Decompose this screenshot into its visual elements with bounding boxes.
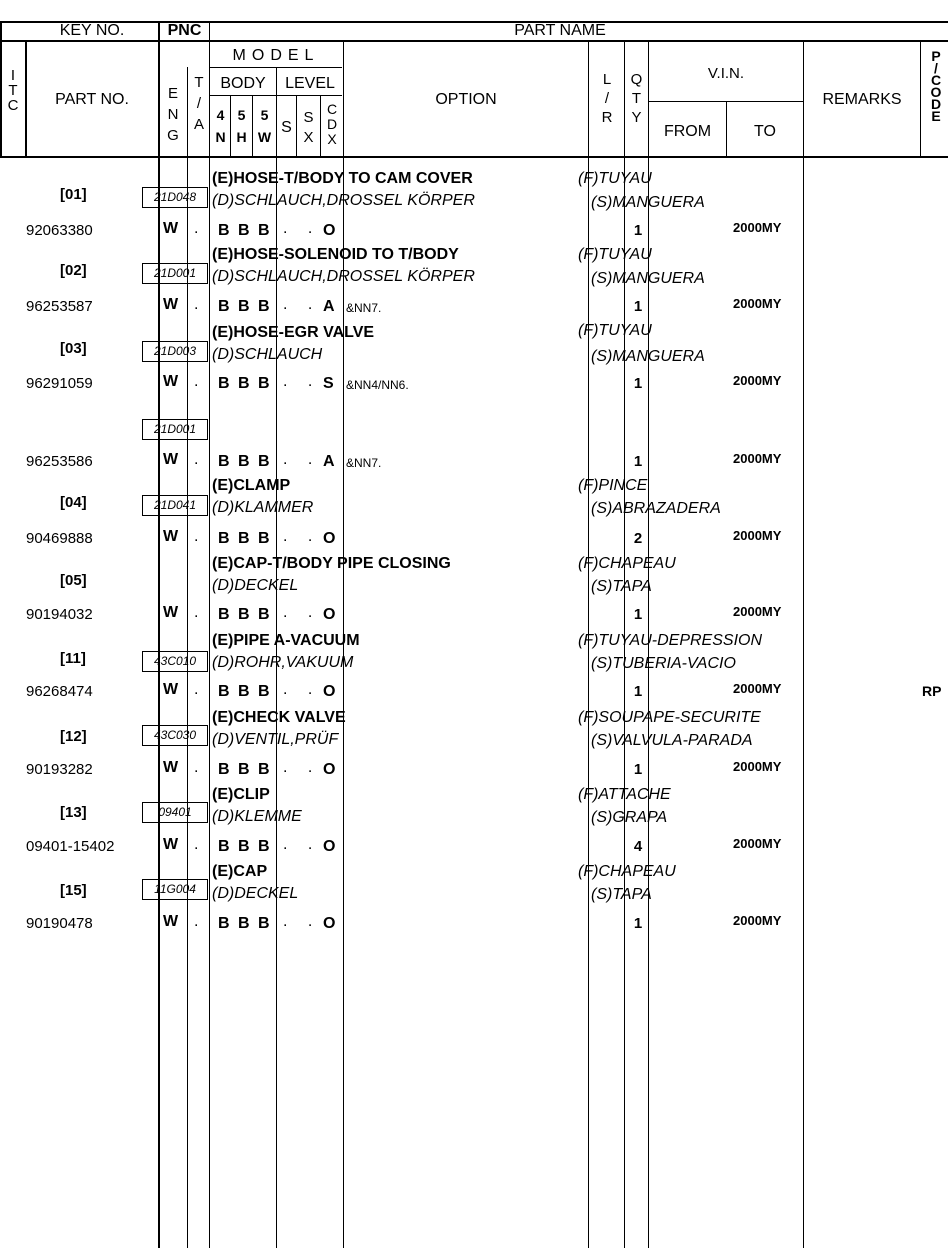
level-dots: . . — [283, 681, 321, 698]
pnc-box: 21D048 — [142, 187, 208, 208]
option-code: &NN4/NN6. — [346, 378, 409, 392]
body-codes: B B B — [218, 683, 272, 700]
part-name-es: (S)TUBERIA-VACIO — [591, 655, 736, 672]
level-dots: . . — [283, 451, 321, 468]
part-no: 09401-15402 — [26, 838, 115, 855]
key-no: [13] — [60, 804, 87, 821]
col-vin — [803, 40, 804, 1248]
header-remarks: REMARKS — [822, 91, 902, 108]
body-codes: B B B — [218, 453, 272, 470]
body-codes: B B B — [218, 530, 272, 547]
part-no: 90194032 — [26, 606, 93, 623]
header-vin-from: FROM — [663, 123, 712, 140]
part-name-de: (D)DECKEL — [212, 885, 299, 902]
level-dots: . . — [283, 759, 321, 776]
ta-code: . — [194, 681, 199, 698]
qty: 1 — [633, 683, 643, 700]
header-body-5w: 5 W — [257, 107, 272, 145]
rule-header-bottom — [0, 156, 948, 158]
option-code: &NN7. — [346, 301, 382, 315]
key-no: [03] — [60, 340, 87, 357]
level-code: O — [323, 761, 336, 778]
part-no: 90193282 — [26, 761, 93, 778]
body-codes: B B B — [218, 761, 272, 778]
part-name-fr: (F)ATTACHE — [578, 786, 671, 803]
eng-code: W — [163, 528, 179, 545]
ta-code: . — [194, 913, 199, 930]
part-name-fr: (F)SOUPAPE-SECURITE — [578, 709, 761, 726]
pnc-box: 21D003 — [142, 341, 208, 362]
pnc-box: 21D041 — [142, 495, 208, 516]
level-code: O — [323, 915, 336, 932]
ta-code: . — [194, 604, 199, 621]
level-dots: . . — [283, 836, 321, 853]
pnc-box: 21D001 — [142, 263, 208, 284]
header-qty: Q T Y — [630, 71, 643, 126]
header-part-no: PART NO. — [55, 91, 129, 108]
vin-to: 2000MY — [733, 681, 782, 696]
part-name-de: (D)KLEMME — [212, 808, 302, 825]
option-code: &NN7. — [346, 456, 382, 470]
key-no: [05] — [60, 572, 87, 589]
ta-code: . — [194, 528, 199, 545]
header-body: BODY — [220, 75, 266, 92]
eng-code: W — [163, 836, 179, 853]
qty: 1 — [633, 915, 643, 932]
pnc-box: 21D001 — [142, 419, 208, 440]
key-no: [11] — [60, 650, 86, 667]
header-level-sx: S X — [303, 109, 314, 146]
header-eng: E N G — [167, 85, 179, 144]
part-no: 96253586 — [26, 453, 93, 470]
header-itc: I T C — [7, 67, 19, 114]
body-codes: B B B — [218, 606, 272, 623]
part-name-en: (E)PIPE A-VACUUM — [212, 632, 360, 649]
part-name-es: (S)MANGUERA — [591, 348, 705, 365]
part-name-fr: (F)TUYAU — [578, 246, 652, 263]
header-pcode: P / C O D E — [930, 48, 942, 124]
part-name-de: (D)SCHLAUCH,DROSSEL KÖRPER — [212, 268, 475, 285]
eng-code: W — [163, 913, 179, 930]
part-name-es: (S)TAPA — [591, 578, 652, 595]
level-dots: . . — [283, 604, 321, 621]
level-code: O — [323, 606, 336, 623]
part-name-en: (E)HOSE-EGR VALVE — [212, 324, 375, 341]
part-name-de: (D)SCHLAUCH,DROSSEL KÖRPER — [212, 192, 475, 209]
level-code: A — [323, 298, 335, 315]
ta-code: . — [194, 220, 199, 237]
level-dots: . . — [283, 528, 321, 545]
col-remarks — [920, 40, 921, 158]
vin-to: 2000MY — [733, 220, 782, 235]
header-level: LEVEL — [285, 75, 335, 92]
header-pnc: PNC — [167, 22, 202, 39]
level-code: O — [323, 683, 336, 700]
part-name-es: (S)ABRAZADERA — [591, 500, 721, 517]
vin-to: 2000MY — [733, 373, 782, 388]
body-codes: B B B — [218, 915, 272, 932]
part-name-de: (D)DECKEL — [212, 577, 299, 594]
part-no: 92063380 — [26, 222, 93, 239]
eng-code: W — [163, 373, 179, 390]
part-name-es: (S)MANGUERA — [591, 270, 705, 287]
ta-code: . — [194, 296, 199, 313]
header-level-cdx: C D X — [326, 101, 338, 147]
pnc-box: 43C030 — [142, 725, 208, 746]
qty: 1 — [633, 761, 643, 778]
level-dots: . . — [283, 913, 321, 930]
body-codes: B B B — [218, 838, 272, 855]
qty: 1 — [633, 453, 643, 470]
part-name-fr: (F)PINCE — [578, 477, 648, 494]
part-name-fr: (F)TUYAU-DEPRESSION — [578, 632, 763, 649]
col-ta — [209, 21, 210, 1248]
vin-to: 2000MY — [733, 528, 782, 543]
header-ta: T / A — [193, 74, 204, 133]
part-name-es: (S)MANGUERA — [591, 194, 705, 211]
part-no: 96268474 — [26, 683, 93, 700]
key-no: [12] — [60, 728, 87, 745]
level-code: O — [323, 222, 336, 239]
eng-code: W — [163, 681, 179, 698]
rule-header-1 — [0, 40, 948, 42]
body-codes: B B B — [218, 222, 272, 239]
part-no: 90190478 — [26, 915, 93, 932]
key-no: [15] — [60, 882, 87, 899]
part-name-en: (E)HOSE-SOLENOID TO T/BODY — [212, 246, 459, 263]
part-name-es: (S)VALVULA-PARADA — [591, 732, 753, 749]
part-name-de: (D)KLAMMER — [212, 499, 314, 516]
body-codes: B B B — [218, 298, 272, 315]
pnc-box: 11G004 — [142, 879, 208, 900]
vin-to: 2000MY — [733, 451, 782, 466]
ta-code: . — [194, 759, 199, 776]
qty: 1 — [633, 298, 643, 315]
level-dots: . . — [283, 220, 321, 237]
part-name-en: (E)CLAMP — [212, 477, 291, 494]
qty: 1 — [633, 375, 643, 392]
part-name-de: (D)SCHLAUCH — [212, 346, 323, 363]
level-code: O — [323, 838, 336, 855]
pcode: RP — [922, 683, 942, 699]
level-code: O — [323, 530, 336, 547]
eng-code: W — [163, 451, 179, 468]
qty: 1 — [633, 222, 643, 239]
qty: 2 — [633, 530, 643, 547]
pnc-box: 43C010 — [142, 651, 208, 672]
key-no: [01] — [60, 186, 87, 203]
vin-to: 2000MY — [733, 759, 782, 774]
part-name-en: (E)CAP-T/BODY PIPE CLOSING — [212, 555, 451, 572]
key-no: [02] — [60, 262, 87, 279]
part-name-es: (S)TAPA — [591, 886, 652, 903]
level-code: S — [323, 375, 334, 392]
header-vin-to: TO — [754, 123, 776, 140]
eng-code: W — [163, 604, 179, 621]
key-no: [04] — [60, 494, 87, 511]
ta-code: . — [194, 836, 199, 853]
part-no: 90469888 — [26, 530, 93, 547]
part-name-fr: (F)TUYAU — [578, 322, 652, 339]
level-dots: . . — [283, 296, 321, 313]
part-name-es: (S)GRAPA — [591, 809, 668, 826]
part-no: 96291059 — [26, 375, 93, 392]
header-vin: V.I.N. — [707, 65, 745, 82]
part-name-fr: (F)CHAPEAU — [578, 863, 676, 880]
header-body-4n: 4 N — [215, 107, 226, 145]
vin-to: 2000MY — [733, 913, 782, 928]
eng-code: W — [163, 296, 179, 313]
vin-to: 2000MY — [733, 296, 782, 311]
header-lr: L / R — [601, 71, 613, 126]
header-body-5h: 5 H — [236, 107, 247, 145]
level-code: A — [323, 453, 335, 470]
ta-code: . — [194, 451, 199, 468]
col-left — [0, 21, 2, 158]
header-option: OPTION — [435, 91, 497, 108]
vin-to: 2000MY — [733, 604, 782, 619]
level-dots: . . — [283, 373, 321, 390]
eng-code: W — [163, 220, 179, 237]
pnc-box: 09401 — [142, 802, 208, 823]
vin-to: 2000MY — [733, 836, 782, 851]
qty: 4 — [633, 838, 643, 855]
part-no: 96253587 — [26, 298, 93, 315]
header-model: MODEL — [232, 47, 320, 64]
qty: 1 — [633, 606, 643, 623]
part-name-de: (D)VENTIL,PRÜF — [212, 731, 339, 748]
eng-code: W — [163, 759, 179, 776]
part-name-fr: (F)TUYAU — [578, 170, 652, 187]
header-key-no: KEY NO. — [59, 22, 125, 39]
ta-code: . — [194, 373, 199, 390]
header-part-name: PART NAME — [514, 22, 606, 39]
part-name-en: (E)CAP — [212, 863, 268, 880]
header-level-s: S — [281, 119, 292, 136]
body-codes: B B B — [218, 375, 272, 392]
part-name-en: (E)CHECK VALVE — [212, 709, 346, 726]
part-name-fr: (F)CHAPEAU — [578, 555, 676, 572]
part-name-de: (D)ROHR,VAKUUM — [212, 654, 354, 671]
part-name-en: (E)CLIP — [212, 786, 270, 803]
part-name-en: (E)HOSE-T/BODY TO CAM COVER — [212, 170, 473, 187]
